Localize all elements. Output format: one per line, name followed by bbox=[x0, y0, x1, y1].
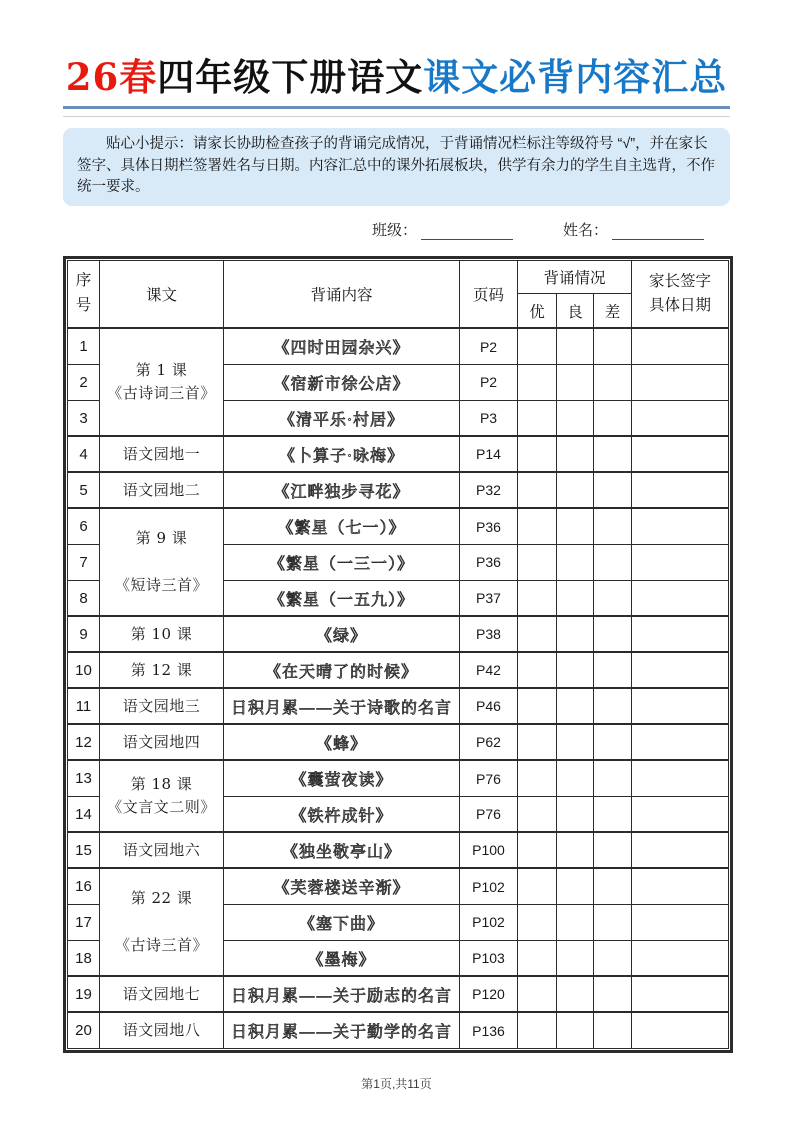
grade-excellent-cell bbox=[518, 364, 557, 400]
grade-good-cell bbox=[557, 508, 594, 544]
content-cell: 《卜算子·咏梅》 bbox=[224, 436, 460, 472]
row-number-cell: 14 bbox=[68, 796, 100, 832]
header-signature-line2: 具体日期 bbox=[649, 297, 712, 314]
grade-good-cell bbox=[557, 652, 594, 688]
lesson-cell bbox=[100, 868, 224, 976]
title-part-edition: 26春 bbox=[65, 55, 158, 99]
grade-excellent-cell bbox=[518, 508, 557, 544]
grade-good-cell bbox=[557, 1012, 594, 1048]
signature-date-cell bbox=[632, 724, 729, 760]
table-row bbox=[68, 688, 729, 724]
table-row bbox=[68, 724, 729, 760]
grade-poor-cell bbox=[594, 904, 632, 940]
lesson-text: 语文园地六 bbox=[122, 840, 201, 859]
content-cell: 《江畔独步寻花》 bbox=[224, 472, 460, 508]
lesson-text: 第 9 课 《短诗三首》 bbox=[114, 528, 208, 595]
lesson-text: 第 18 课 《文言文二则》 bbox=[107, 775, 216, 816]
grade-poor-cell bbox=[594, 796, 632, 832]
class-name-row bbox=[63, 219, 704, 240]
content-cell: 《宿新市徐公店》 bbox=[224, 364, 460, 400]
signature-date-cell bbox=[632, 832, 729, 868]
table-row bbox=[68, 1012, 729, 1048]
page-cell: P36 bbox=[460, 508, 518, 544]
grade-excellent-cell bbox=[518, 328, 557, 364]
page-cell: P76 bbox=[460, 760, 518, 796]
grade-excellent-cell bbox=[518, 1012, 557, 1048]
content-cell: 《塞下曲》 bbox=[224, 904, 460, 940]
name-field bbox=[563, 219, 704, 240]
row-number-cell: 15 bbox=[68, 832, 100, 868]
table-row bbox=[68, 508, 729, 544]
grade-poor-cell bbox=[594, 364, 632, 400]
class-field bbox=[372, 219, 513, 240]
grade-excellent-cell bbox=[518, 688, 557, 724]
row-number-cell: 8 bbox=[68, 580, 100, 616]
grade-poor-cell bbox=[594, 688, 632, 724]
page-cell: P62 bbox=[460, 724, 518, 760]
page-cell: P103 bbox=[460, 940, 518, 976]
page-cell: P14 bbox=[460, 436, 518, 472]
grade-good-cell bbox=[557, 364, 594, 400]
grade-poor-cell bbox=[594, 976, 632, 1012]
grade-good-cell bbox=[557, 904, 594, 940]
class-label: 班级： bbox=[371, 221, 417, 239]
row-number-cell: 13 bbox=[68, 760, 100, 796]
header-page: 页码 bbox=[460, 260, 518, 328]
lesson-text: 语文园地七 bbox=[122, 984, 201, 1003]
content-cell: 日积月累——关于勤学的名言 bbox=[224, 1012, 460, 1048]
page-cell: P136 bbox=[460, 1012, 518, 1048]
content-cell: 日积月累——关于励志的名言 bbox=[224, 976, 460, 1012]
signature-date-cell bbox=[632, 508, 729, 544]
lesson-text: 第 12 课 bbox=[130, 660, 193, 679]
header-grade-good: 良 bbox=[557, 293, 594, 328]
grade-poor-cell bbox=[594, 940, 632, 976]
class-blank-line bbox=[421, 222, 513, 240]
lesson-cell bbox=[100, 472, 224, 508]
table-row bbox=[68, 976, 729, 1012]
grade-excellent-cell bbox=[518, 616, 557, 652]
table-frame bbox=[63, 256, 733, 1053]
grade-poor-cell bbox=[594, 436, 632, 472]
signature-date-cell bbox=[632, 364, 729, 400]
page-cell: P102 bbox=[460, 904, 518, 940]
title-rule bbox=[63, 106, 730, 109]
row-number-cell: 16 bbox=[68, 868, 100, 904]
lesson-text: 语文园地一 bbox=[122, 444, 201, 463]
content-cell: 《蜂》 bbox=[224, 724, 460, 760]
lesson-cell bbox=[100, 724, 224, 760]
grade-excellent-cell bbox=[518, 544, 557, 580]
content-cell: 《繁星（一三一）》 bbox=[224, 544, 460, 580]
page-cell: P76 bbox=[460, 796, 518, 832]
lesson-text: 语文园地四 bbox=[122, 732, 201, 751]
grade-poor-cell bbox=[594, 724, 632, 760]
content-cell: 《囊萤夜读》 bbox=[224, 760, 460, 796]
name-blank-line bbox=[612, 222, 704, 240]
grade-poor-cell bbox=[594, 616, 632, 652]
row-number-cell: 4 bbox=[68, 436, 100, 472]
header-signature bbox=[632, 260, 729, 328]
header-row-1 bbox=[68, 260, 729, 293]
grade-excellent-cell bbox=[518, 976, 557, 1012]
lesson-cell bbox=[100, 688, 224, 724]
grade-poor-cell bbox=[594, 508, 632, 544]
page-cell: P120 bbox=[460, 976, 518, 1012]
lesson-cell bbox=[100, 508, 224, 616]
grade-excellent-cell bbox=[518, 904, 557, 940]
table-row bbox=[68, 328, 729, 364]
grade-good-cell bbox=[557, 580, 594, 616]
row-number-cell: 1 bbox=[68, 328, 100, 364]
grade-good-cell bbox=[557, 472, 594, 508]
content-cell: 《绿》 bbox=[224, 616, 460, 652]
lesson-text: 语文园地二 bbox=[122, 480, 201, 499]
grade-good-cell bbox=[557, 796, 594, 832]
signature-date-cell bbox=[632, 652, 729, 688]
grade-excellent-cell bbox=[518, 652, 557, 688]
row-number-cell: 3 bbox=[68, 400, 100, 436]
row-number-cell: 12 bbox=[68, 724, 100, 760]
content-cell: 《铁杵成针》 bbox=[224, 796, 460, 832]
row-number-cell: 17 bbox=[68, 904, 100, 940]
grade-poor-cell bbox=[594, 544, 632, 580]
header-no-text: 序号 bbox=[75, 272, 92, 314]
grade-excellent-cell bbox=[518, 796, 557, 832]
lesson-text: 语文园地八 bbox=[122, 1020, 201, 1039]
content-cell: 日积月累——关于诗歌的名言 bbox=[224, 688, 460, 724]
lesson-cell bbox=[100, 1012, 224, 1048]
grade-excellent-cell bbox=[518, 436, 557, 472]
signature-date-cell bbox=[632, 472, 729, 508]
grade-poor-cell bbox=[594, 652, 632, 688]
content-cell: 《芙蓉楼送辛渐》 bbox=[224, 868, 460, 904]
lesson-cell bbox=[100, 976, 224, 1012]
content-cell: 《清平乐·村居》 bbox=[224, 400, 460, 436]
row-number-cell: 7 bbox=[68, 544, 100, 580]
page-cell: P38 bbox=[460, 616, 518, 652]
recitation-table bbox=[67, 260, 729, 1049]
content-cell: 《独坐敬亭山》 bbox=[224, 832, 460, 868]
grade-good-cell bbox=[557, 400, 594, 436]
page-cell: P100 bbox=[460, 832, 518, 868]
page-cell: P36 bbox=[460, 544, 518, 580]
lesson-text: 第 1 课 《古诗词三首》 bbox=[107, 361, 216, 402]
lesson-cell bbox=[100, 436, 224, 472]
signature-date-cell bbox=[632, 976, 729, 1012]
header-no bbox=[68, 260, 100, 328]
grade-poor-cell bbox=[594, 1012, 632, 1048]
grade-poor-cell bbox=[594, 400, 632, 436]
lesson-cell bbox=[100, 652, 224, 688]
lesson-text: 语文园地三 bbox=[122, 696, 201, 715]
lesson-text: 第 10 课 bbox=[130, 624, 193, 643]
grade-good-cell bbox=[557, 940, 594, 976]
notice-box bbox=[63, 128, 730, 206]
row-number-cell: 6 bbox=[68, 508, 100, 544]
page-cell: P102 bbox=[460, 868, 518, 904]
title-part-subject: 课文必背内容汇总 bbox=[423, 55, 728, 99]
name-label: 姓名： bbox=[562, 221, 608, 239]
row-number-cell: 10 bbox=[68, 652, 100, 688]
grade-excellent-cell bbox=[518, 940, 557, 976]
grade-good-cell bbox=[557, 760, 594, 796]
grade-excellent-cell bbox=[518, 580, 557, 616]
grade-excellent-cell bbox=[518, 832, 557, 868]
grade-good-cell bbox=[557, 976, 594, 1012]
content-cell: 《在天晴了的时候》 bbox=[224, 652, 460, 688]
signature-date-cell bbox=[632, 1012, 729, 1048]
signature-date-cell bbox=[632, 436, 729, 472]
row-number-cell: 20 bbox=[68, 1012, 100, 1048]
signature-date-cell bbox=[632, 904, 729, 940]
page-cell: P2 bbox=[460, 364, 518, 400]
row-number-cell: 11 bbox=[68, 688, 100, 724]
grade-poor-cell bbox=[594, 328, 632, 364]
page-cell: P2 bbox=[460, 328, 518, 364]
page-cell: P32 bbox=[460, 472, 518, 508]
page-cell: P46 bbox=[460, 688, 518, 724]
signature-date-cell bbox=[632, 796, 729, 832]
title-rule-thin bbox=[63, 116, 730, 117]
title-part-grade: 四年级下册语文 bbox=[157, 55, 424, 99]
notice-text: 贴心小提示：请家长协助检查孩子的背诵完成情况，于背诵情况栏标注等级符号 “√”，并在家长签字、具体日期栏签署姓名与日期。内容汇总中的课外拓展板块，供学有余力的学生自主选背，不作统一要求。 bbox=[77, 136, 715, 196]
grade-good-cell bbox=[557, 544, 594, 580]
table-row bbox=[68, 436, 729, 472]
signature-date-cell bbox=[632, 868, 729, 904]
signature-date-cell bbox=[632, 688, 729, 724]
signature-date-cell bbox=[632, 940, 729, 976]
header-grade-poor: 差 bbox=[594, 293, 632, 328]
grade-good-cell bbox=[557, 868, 594, 904]
lesson-text: 第 22 课 《古诗三首》 bbox=[114, 888, 208, 955]
header-lesson: 课文 bbox=[100, 260, 224, 328]
row-number-cell: 2 bbox=[68, 364, 100, 400]
grade-poor-cell bbox=[594, 832, 632, 868]
lesson-cell bbox=[100, 760, 224, 832]
grade-poor-cell bbox=[594, 580, 632, 616]
signature-date-cell bbox=[632, 616, 729, 652]
lesson-cell bbox=[100, 832, 224, 868]
row-number-cell: 18 bbox=[68, 940, 100, 976]
table-row bbox=[68, 616, 729, 652]
grade-good-cell bbox=[557, 616, 594, 652]
table-row bbox=[68, 832, 729, 868]
content-cell: 《墨梅》 bbox=[224, 940, 460, 976]
header-status: 背诵情况 bbox=[518, 260, 632, 293]
row-number-cell: 9 bbox=[68, 616, 100, 652]
grade-good-cell bbox=[557, 436, 594, 472]
grade-poor-cell bbox=[594, 472, 632, 508]
signature-date-cell bbox=[632, 400, 729, 436]
table-row bbox=[68, 760, 729, 796]
page-number: 第1页,共11页 bbox=[361, 1077, 432, 1091]
grade-good-cell bbox=[557, 724, 594, 760]
table-row bbox=[68, 472, 729, 508]
content-cell: 《四时田园杂兴》 bbox=[224, 328, 460, 364]
grade-poor-cell bbox=[594, 760, 632, 796]
page-title bbox=[63, 54, 730, 100]
table-header bbox=[68, 260, 729, 328]
grade-excellent-cell bbox=[518, 760, 557, 796]
signature-date-cell bbox=[632, 580, 729, 616]
header-signature-line1: 家长签字 bbox=[649, 272, 712, 290]
content-cell: 《繁星（一五九）》 bbox=[224, 580, 460, 616]
grade-good-cell bbox=[557, 832, 594, 868]
content-cell: 《繁星（七一）》 bbox=[224, 508, 460, 544]
signature-date-cell bbox=[632, 760, 729, 796]
table-body bbox=[68, 328, 729, 1048]
grade-excellent-cell bbox=[518, 472, 557, 508]
page-cell: P3 bbox=[460, 400, 518, 436]
grade-poor-cell bbox=[594, 868, 632, 904]
grade-good-cell bbox=[557, 688, 594, 724]
lesson-cell bbox=[100, 616, 224, 652]
grade-excellent-cell bbox=[518, 400, 557, 436]
signature-date-cell bbox=[632, 328, 729, 364]
row-number-cell: 5 bbox=[68, 472, 100, 508]
grade-excellent-cell bbox=[518, 724, 557, 760]
grade-good-cell bbox=[557, 328, 594, 364]
page-cell: P37 bbox=[460, 580, 518, 616]
page-cell: P42 bbox=[460, 652, 518, 688]
lesson-cell bbox=[100, 328, 224, 436]
grade-excellent-cell bbox=[518, 868, 557, 904]
table-row bbox=[68, 868, 729, 904]
signature-date-cell bbox=[632, 544, 729, 580]
row-number-cell: 19 bbox=[68, 976, 100, 1012]
header-content: 背诵内容 bbox=[224, 260, 460, 328]
table-row bbox=[68, 652, 729, 688]
header-grade-excellent: 优 bbox=[518, 293, 557, 328]
